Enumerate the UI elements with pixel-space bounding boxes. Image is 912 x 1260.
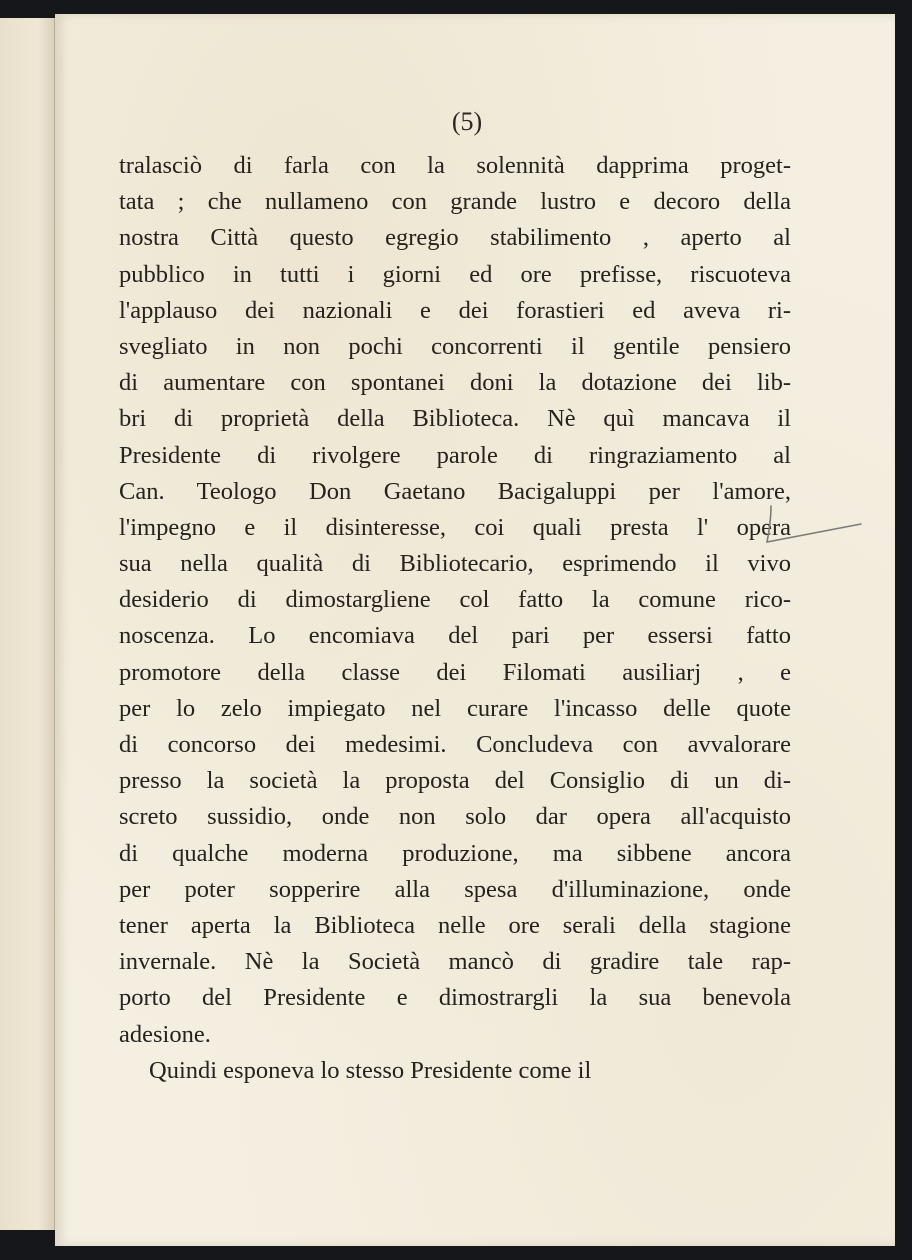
text-line: Presidente di rivolgere parole di ringraziamento al (119, 441, 791, 469)
text-line: di qualche moderna produzione, ma sibbene ancora (119, 839, 791, 867)
text-line: tata ; che nullameno con grande lustro e decoro della (119, 188, 791, 216)
book-page (55, 14, 895, 1246)
text-line: l'applauso dei nazionali e dei forastieri ed aveva ri- (119, 296, 791, 324)
text-line: pubblico in tutti i giorni ed ore prefisse, riscuoteva (119, 260, 791, 288)
text-line: presso la società la proposta del Consiglio di un di- (119, 767, 791, 795)
text-line: tener aperta la Biblioteca nelle ore serali della stagione (119, 911, 791, 939)
text-line: screto sussidio, onde non solo dar opera all'acquisto (119, 803, 791, 831)
text-line: l'impegno e il disinteresse, coi quali presta l' opera (119, 513, 791, 541)
text-line: sua nella qualità di Bibliotecario, esprimendo il vivo (119, 550, 791, 578)
text-line: nostra Città questo egregio stabilimento , aperto al (119, 224, 791, 252)
body-text (119, 148, 791, 1089)
text-line: di concorso dei medesimi. Concludeva con avvalorare (119, 731, 791, 758)
text-line: Can. Teologo Don Gaetano Bacigaluppi per l'amore, (119, 477, 791, 505)
text-line: per lo zelo impiegato nel curare l'incasso delle quote (119, 694, 791, 722)
text-line: di aumentare con spontanei doni la dotazione dei lib- (119, 369, 791, 397)
text-line: desiderio di dimostargliene col fatto la comune rico- (119, 586, 791, 614)
page-number: (5) (451, 107, 483, 136)
text-line: svegliato in non pochi concorrenti il gentile pensiero (119, 332, 791, 360)
text-line: adesione. (119, 1020, 211, 1048)
text-line: invernale. Nè la Società mancò di gradire tale rap- (119, 948, 791, 976)
text-line: per poter sopperire alla spesa d'illuminazione, onde (119, 875, 791, 903)
text-line: Quindi esponeva lo stesso Presidente come il (149, 1056, 592, 1084)
pencil-margin-mark (765, 502, 875, 562)
text-line: tralasciò di farla con la solennità dapprima proget- (119, 152, 791, 179)
text-line: promotore della classe dei Filomati ausiliarj , e (119, 658, 791, 686)
text-line: porto del Presidente e dimostrargli la sua benevola (119, 984, 791, 1012)
text-line: noscenza. Lo encomiava del pari per essersi fatto (119, 622, 791, 650)
text-line: bri di proprietà della Biblioteca. Nè quì mancava il (119, 405, 791, 433)
left-page-edge (0, 18, 55, 1230)
